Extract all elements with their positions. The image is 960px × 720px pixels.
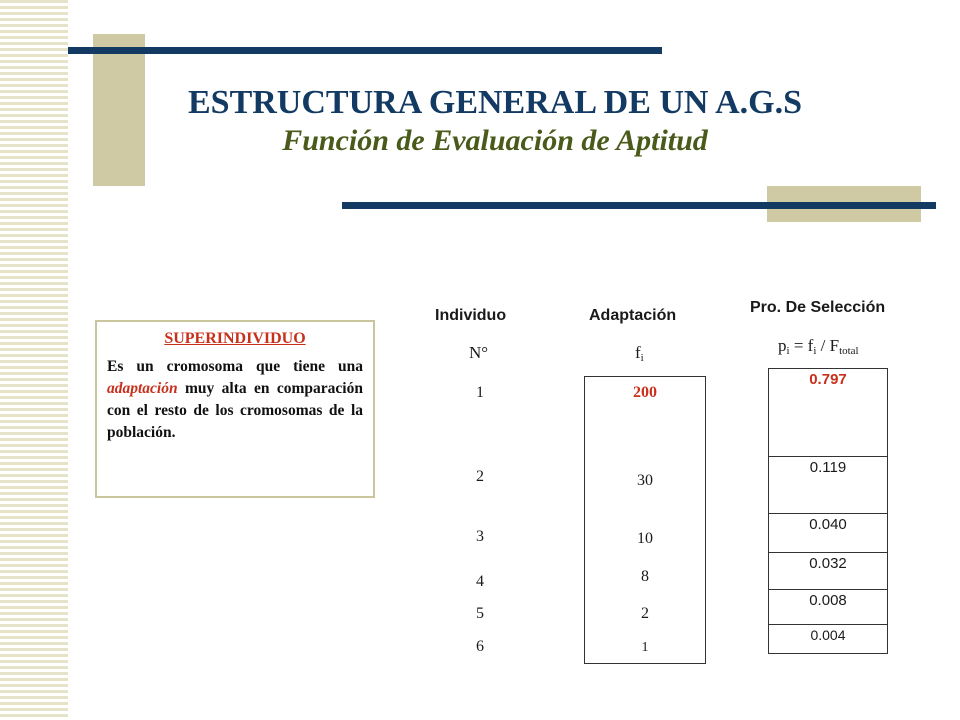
header-individuo: Individuo xyxy=(435,307,507,324)
fi-i: i xyxy=(640,352,644,364)
formula-eq: = f xyxy=(789,336,814,355)
definition-box xyxy=(95,320,375,498)
adaptacion-5: 2 xyxy=(641,605,649,622)
adaptacion-1: 200 xyxy=(633,384,657,401)
header-adaptacion-sub xyxy=(635,343,644,364)
adaptacion-3: 10 xyxy=(637,530,653,547)
decor-bar-bottom xyxy=(342,202,936,209)
formula xyxy=(778,336,859,357)
prob-2: 0.119 xyxy=(768,456,888,514)
definition-term: SUPERINDIVIDUO xyxy=(164,330,306,347)
prob-1: 0.797 xyxy=(768,368,888,457)
decor-bar-top xyxy=(68,47,662,54)
fi-f: f xyxy=(635,343,641,362)
header-prob: Pro. De Selección xyxy=(750,299,886,316)
adaptacion-6: 1 xyxy=(641,640,649,655)
individuo-6: 6 xyxy=(476,638,484,655)
definition-text xyxy=(107,356,363,444)
slide-subtitle: Función de Evaluación de Aptitud xyxy=(282,124,708,157)
decorative-stripes xyxy=(0,0,68,720)
adaptacion-2: 30 xyxy=(637,472,653,489)
definition-highlight: adaptación xyxy=(107,380,178,397)
prob-3: 0.040 xyxy=(768,513,888,553)
formula-div: / F xyxy=(816,336,840,355)
individuo-2: 2 xyxy=(476,468,484,485)
formula-i1: i xyxy=(786,345,790,357)
individuo-4: 4 xyxy=(476,573,484,590)
individuo-5: 5 xyxy=(476,605,484,622)
formula-p: p xyxy=(778,336,787,355)
header-individuo-sub: N° xyxy=(469,343,489,362)
prob-6: 0.004 xyxy=(768,624,888,654)
header-adaptacion: Adaptación xyxy=(589,307,677,324)
definition-text-after: muy alta en comparación con el resto de los cromosomas de la población. xyxy=(107,380,363,441)
adaptacion-4: 8 xyxy=(641,568,649,585)
slide-title: ESTRUCTURA GENERAL DE UN A.G.S xyxy=(187,84,803,121)
individuo-1: 1 xyxy=(476,384,484,401)
definition-text-before: Es un cromosoma que tiene una xyxy=(107,358,363,375)
prob-5: 0.008 xyxy=(768,589,888,625)
formula-i2: i xyxy=(813,345,817,357)
individuo-3: 3 xyxy=(476,528,484,545)
prob-4: 0.032 xyxy=(768,552,888,590)
formula-total: total xyxy=(839,345,859,357)
